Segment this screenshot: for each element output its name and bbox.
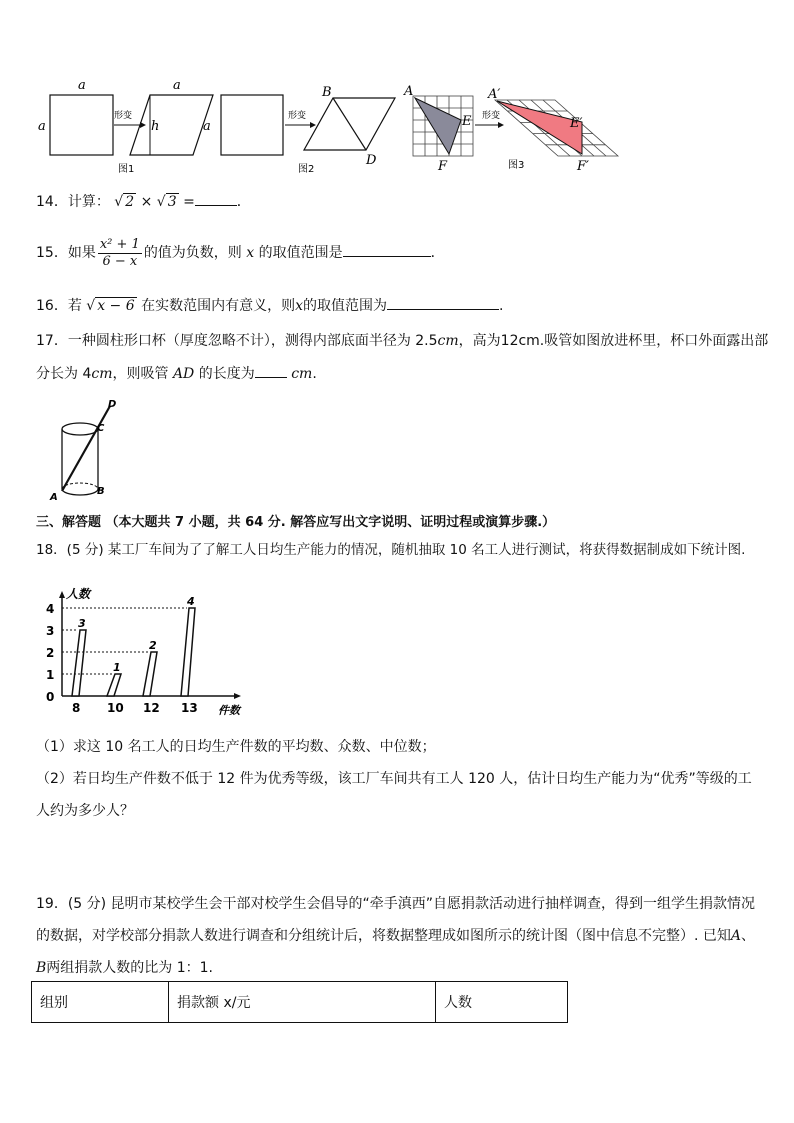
transform-text-1: 形变	[114, 111, 133, 121]
bar	[143, 652, 157, 696]
answer-blank-17[interactable]	[255, 363, 287, 378]
svg-text:A′: A′	[488, 87, 501, 102]
y-tick-label: 2	[46, 646, 55, 660]
square-shape	[50, 95, 113, 155]
section-3-heading: 三、解答题 （本大题共 7 小题，共 64 分. 解答应写出文字说明、证明过程或演算步骤.）	[36, 515, 556, 530]
svg-text:D: D	[108, 399, 117, 410]
y-axis-arrow	[59, 591, 65, 598]
svg-text:B: B	[322, 85, 332, 100]
x-tick-label: 12	[143, 701, 160, 715]
straw-line	[62, 406, 110, 491]
svg-text:F′: F′	[577, 159, 589, 174]
svg-text:形变: 形变	[288, 111, 307, 121]
x-axis-label: 件数	[218, 704, 240, 717]
table-row	[32, 982, 568, 1023]
table-header-count: 人数	[436, 982, 568, 1023]
x-axis-arrow	[234, 693, 241, 699]
fig3-label: 图3	[508, 160, 525, 171]
svg-text:h: h	[151, 119, 160, 134]
svg-text:C: C	[97, 423, 105, 434]
x-tick-label: 10	[107, 701, 124, 715]
cup-figure	[48, 396, 128, 504]
question-19-line2: 的数据，对学校部分捐款人数进行调查和分组统计后，将数据整理成如图所示的统计图（图中信息不完整）. 已知A、	[36, 928, 756, 944]
x-tick-label: 13	[181, 701, 198, 715]
table-header-group: 组别	[32, 982, 169, 1023]
question-17-line1: 17．一种圆柱形口杯（厚度忽略不计），测得内部底面半径为 2.5cm，高为12cm.吸管如图放进杯里，杯口外面露出部	[36, 333, 769, 349]
answer-blank-14[interactable]	[195, 191, 237, 206]
fig1-label: 图1	[118, 164, 135, 175]
question-14: 14．计算： √ 2 × √ 3 = ．	[36, 191, 251, 212]
data-label: 3	[78, 617, 86, 630]
question-18-sub2a: （2）若日均生产件数不低于 12 件为优秀等级，该工厂车间共有工人 120 人，估计日均生产能力为“优秀”等级的工	[36, 771, 752, 787]
svg-text:a: a	[203, 119, 211, 134]
question-16: 16．若 √ x − 6 在实数范围内有意义，则x的取值范围为 .	[36, 295, 503, 316]
svg-text:B: B	[97, 486, 105, 497]
x-tick-label: 8	[72, 701, 81, 715]
svg-text:A: A	[50, 492, 58, 503]
y-tick-label: 0	[46, 690, 55, 704]
y-tick-label: 4	[46, 602, 55, 616]
svg-text:A: A	[404, 84, 414, 99]
group-table	[31, 981, 568, 1023]
svg-text:a: a	[173, 78, 181, 93]
question-18: 18．(5 分) 某工厂车间为了了解工人日均生产能力的情况，随机抽取 10 名工人进行测试，将获得数据制成如下统计图.	[36, 542, 746, 558]
question-17-line2: 分长为 4cm，则吸管 AD 的长度为 cm.	[36, 363, 317, 384]
question-19-line3: B两组捐款人数的比为 1：1.	[36, 960, 214, 976]
svg-text:E′: E′	[570, 116, 583, 131]
svg-text:形变: 形变	[482, 111, 501, 121]
answer-blank-15[interactable]	[343, 242, 431, 257]
question-19-line1: 19．(5 分) 昆明市某校学生会干部对校学生会倡导的“牵手滇西”自愿捐款活动进行抽样调查，得到一组学生捐款情况	[36, 896, 756, 912]
bar-chart	[40, 583, 250, 718]
bar	[72, 630, 86, 696]
table-header-amount: 捐款额 x/元	[169, 982, 436, 1023]
question-15: 15．如果 $\frac{\text{x² + 1}}{6 - x}$ 的值为负数，则 x 的取值范围是 ．	[36, 236, 445, 269]
data-label: 1	[113, 661, 121, 674]
label-a-top-1: a	[78, 78, 86, 93]
label-a-left-1: a	[38, 119, 46, 134]
answer-blank-16[interactable]	[387, 295, 499, 310]
grey-triangle	[415, 98, 461, 154]
question-18-sub2b: 人约为多少人？	[36, 803, 134, 819]
svg-text:D: D	[366, 153, 377, 168]
data-label: 2	[149, 639, 157, 652]
bar	[181, 608, 195, 696]
svg-text:F: F	[438, 159, 448, 174]
y-tick-label: 3	[46, 624, 55, 638]
svg-text:E: E	[462, 114, 472, 129]
y-axis-label: 人数	[66, 587, 91, 601]
transform-figures	[30, 78, 630, 178]
bar	[107, 674, 121, 696]
data-label: 4	[187, 595, 195, 608]
fig2-label: 图2	[298, 164, 315, 175]
question-18-sub1: （1）求这 10 名工人的日均生产件数的平均数、众数、中位数；	[36, 739, 436, 755]
y-tick-label: 1	[46, 668, 55, 682]
